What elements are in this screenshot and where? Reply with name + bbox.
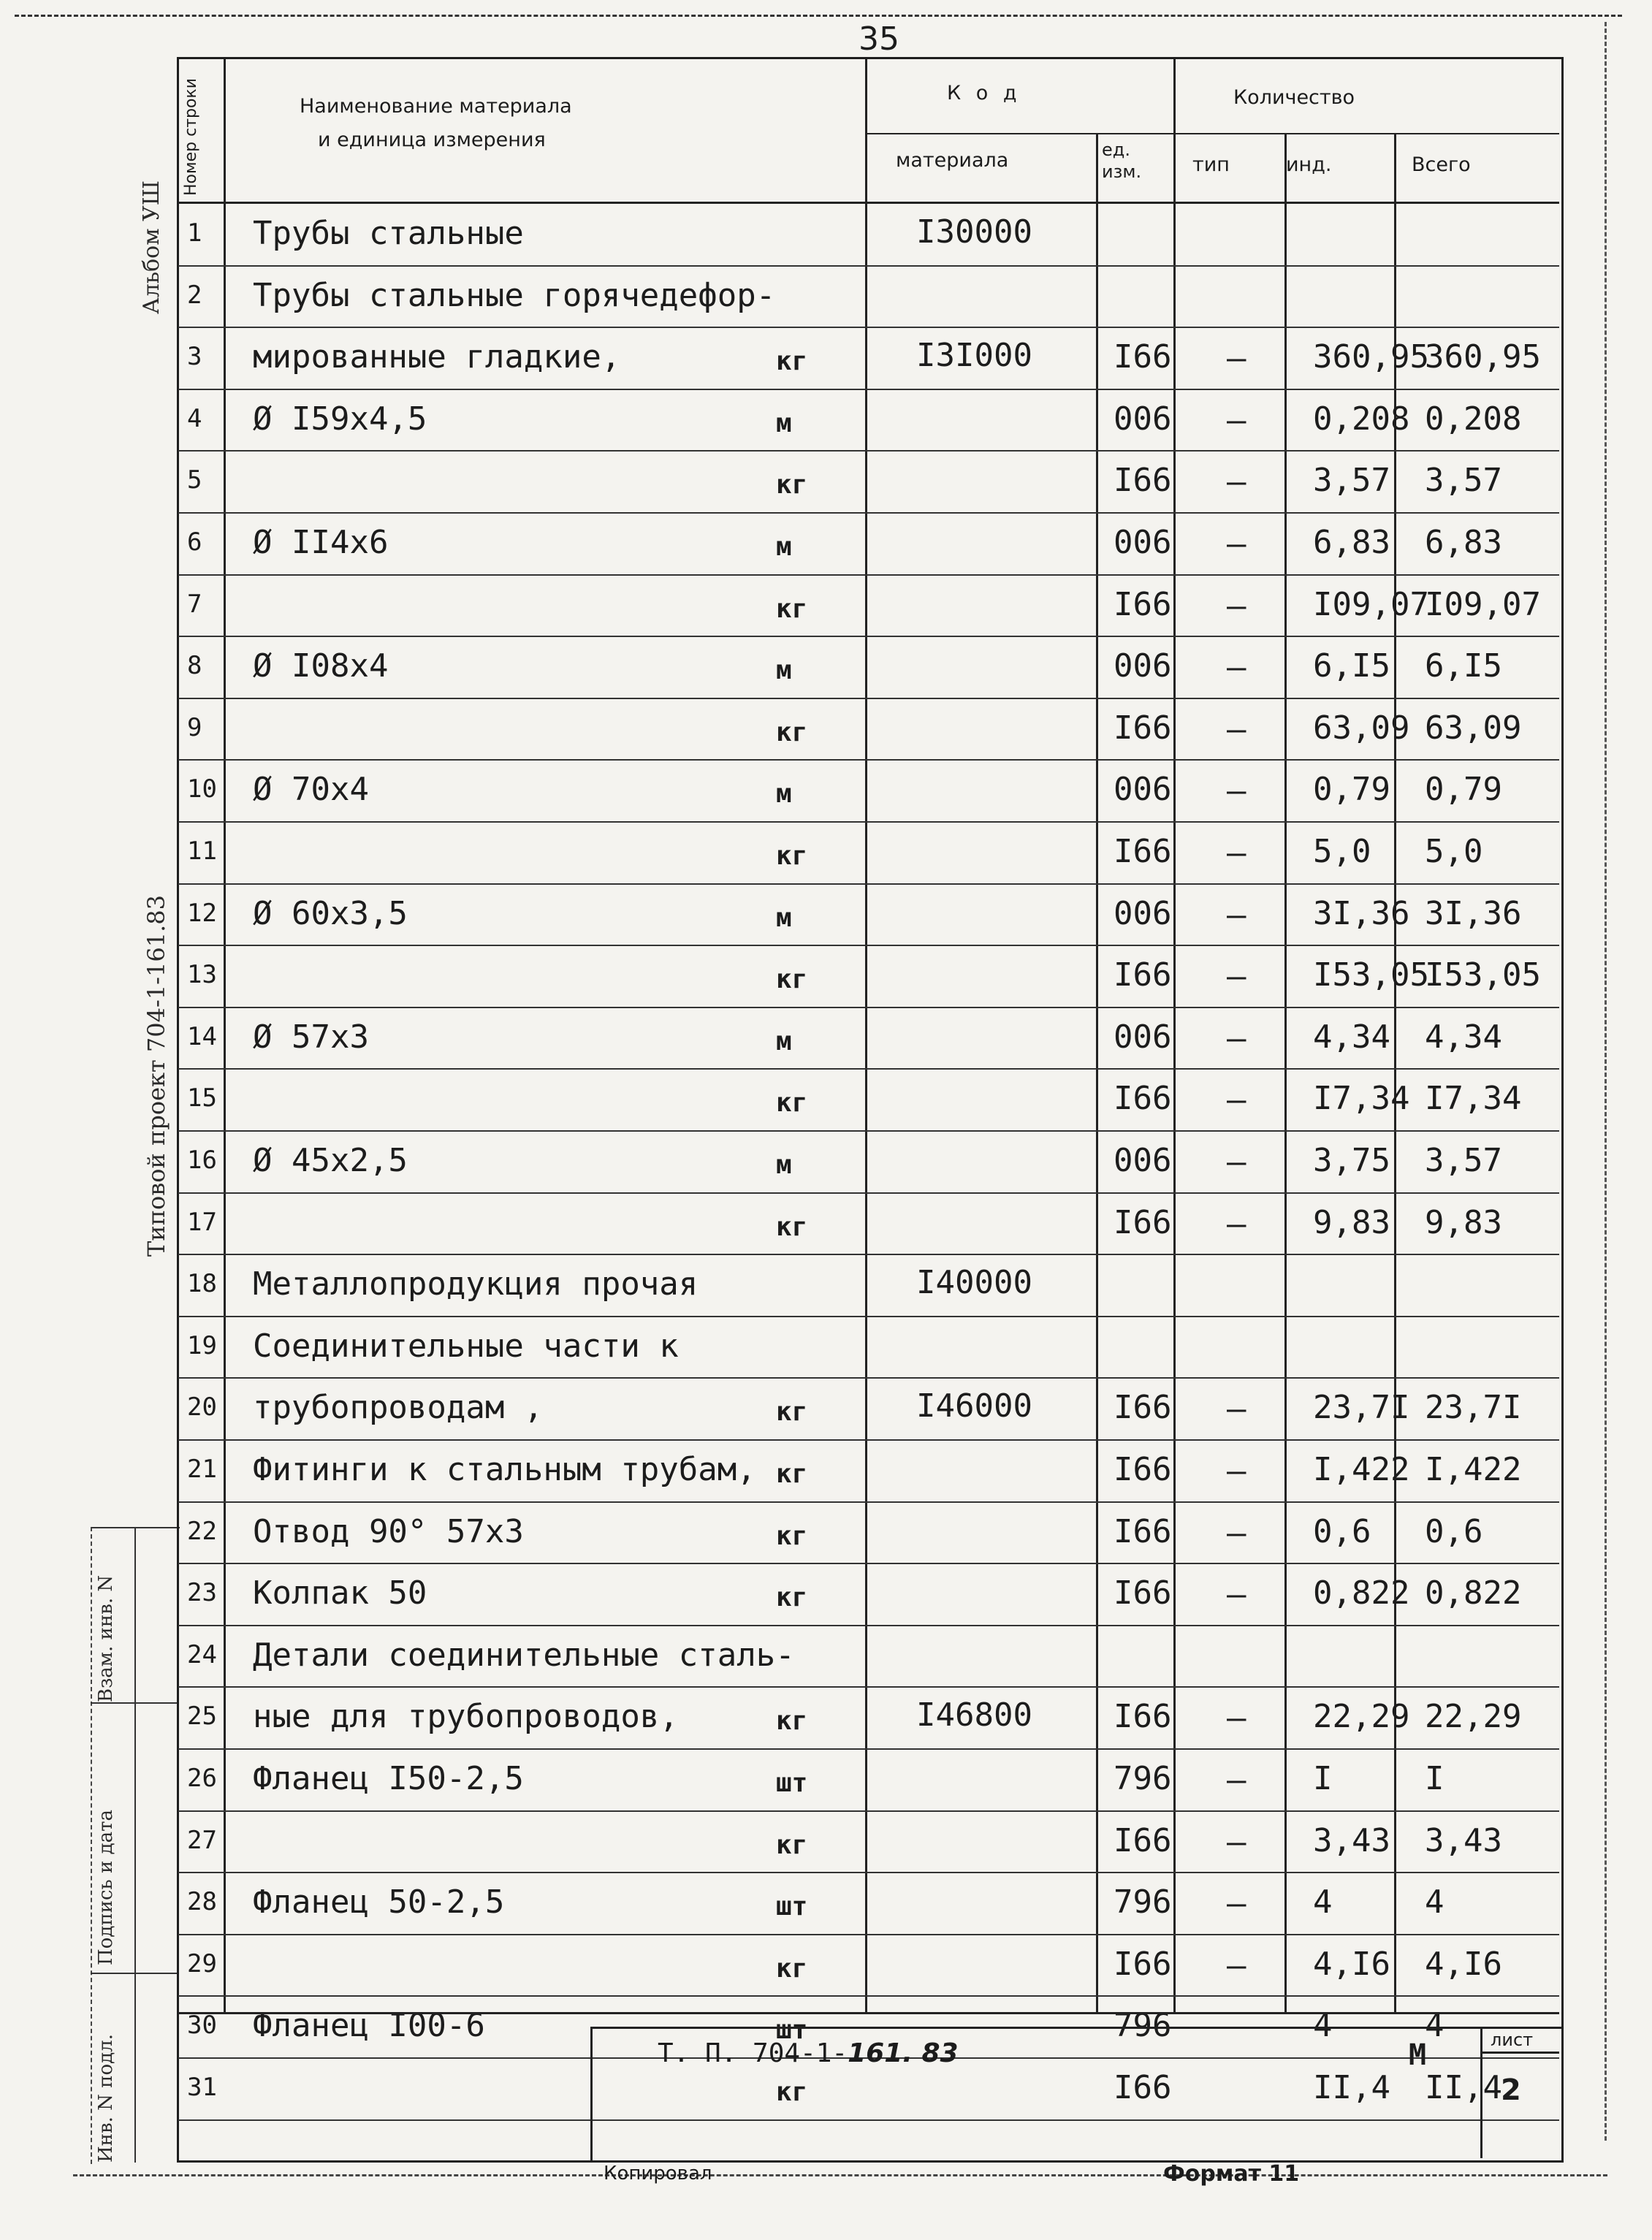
cell-tot: I09,07 [1425, 585, 1541, 623]
cell-unit: м [776, 902, 792, 933]
cell-typ: – [1227, 1946, 1246, 1984]
cell-tot: 4 [1425, 1883, 1444, 1921]
cell-tot: I,422 [1425, 1451, 1522, 1488]
header-name-line1: Наименование материала [300, 95, 572, 118]
cell-tot: 9,83 [1425, 1203, 1502, 1241]
cell-name: Ø I59x4,5 [253, 400, 427, 438]
header-name-line2: и единица измерения [318, 129, 546, 151]
cell-typ: – [1227, 1019, 1246, 1057]
cell-typ: – [1227, 340, 1246, 378]
cell-unit: кг [776, 1397, 808, 1428]
cell-qty: I09,07 [1313, 585, 1429, 623]
table-row [178, 1812, 1559, 1874]
table-row [178, 267, 1559, 329]
cell-no: 7 [187, 589, 202, 619]
side-stamp-divider [134, 1527, 136, 2163]
cell-name: Соединительные части к [253, 1327, 679, 1365]
cell-qty: 23,7I [1313, 1389, 1410, 1427]
cell-no: 31 [187, 2073, 217, 2102]
cell-no: 24 [187, 1639, 217, 1669]
cell-no: 20 [187, 1393, 217, 1422]
cell-ed: I66 [1114, 1945, 1172, 1983]
cell-tot: 0,822 [1425, 1574, 1522, 1612]
cell-name: Ø 60x3,5 [253, 894, 408, 932]
table-row [178, 452, 1559, 514]
cell-no: 13 [187, 960, 217, 990]
cell-no: 16 [187, 1146, 217, 1175]
table-row [178, 1935, 1559, 1997]
stamp-label-sign: Подпись и дата [95, 1810, 117, 1965]
cell-typ: – [1227, 1452, 1246, 1490]
page-number: 35 [859, 20, 899, 58]
cell-qty: 0,79 [1313, 771, 1390, 809]
right-dashed-line [1605, 22, 1607, 2141]
side-stamp-divider [91, 1702, 178, 1704]
cell-no: 5 [187, 465, 202, 495]
cell-no: 4 [187, 403, 202, 433]
cell-typ: – [1227, 1576, 1246, 1614]
stamp-label-replace: Взам. инв. N [95, 1574, 117, 1702]
cell-code: I46000 [916, 1387, 1032, 1425]
cell-name: Ø II4x6 [253, 524, 389, 561]
cell-no: 14 [187, 1021, 217, 1051]
cell-ed: I66 [1114, 338, 1172, 376]
cell-ed: I66 [1114, 1389, 1172, 1427]
cell-qty: I53,05 [1313, 956, 1429, 994]
cell-ed: I66 [1114, 585, 1172, 623]
cell-ed: I66 [1114, 1698, 1172, 1736]
cell-unit: м [776, 408, 792, 438]
cell-unit: кг [776, 1953, 808, 1984]
cell-tot: 63,09 [1425, 709, 1522, 747]
cell-typ: – [1227, 834, 1246, 872]
cell-qty: 6,83 [1313, 524, 1390, 561]
cell-ed: I66 [1114, 2069, 1172, 2106]
cell-unit: шт [776, 2015, 808, 2046]
table-row [178, 390, 1559, 452]
table-row [178, 761, 1559, 823]
cell-name: Фланец 50-2,5 [253, 1883, 505, 1921]
cell-no: 18 [187, 1269, 217, 1299]
cell-qty: 0,6 [1313, 1512, 1371, 1550]
cell-unit: м [776, 1026, 792, 1056]
table-row [178, 328, 1559, 390]
cell-tot: 5,0 [1425, 833, 1483, 870]
cell-tot: 23,7I [1425, 1389, 1522, 1427]
cell-no: 2 [187, 280, 202, 310]
cell-ed: 006 [1114, 647, 1172, 685]
cell-tot: 0,6 [1425, 1512, 1483, 1550]
cell-unit: шт [776, 1892, 808, 1922]
side-project-label: Типовой проект 704-1-161.83 [142, 895, 170, 1257]
cell-ed: 006 [1114, 771, 1172, 809]
cell-unit: шт [776, 1768, 808, 1798]
cell-name: Отвод 90° 57x3 [253, 1512, 524, 1550]
cell-ed: I66 [1114, 1574, 1172, 1612]
cell-code: I3I000 [916, 337, 1032, 375]
header-row-number: Номер строки [182, 77, 200, 196]
cell-ed: 796 [1114, 1883, 1172, 1921]
cell-unit: кг [776, 1211, 808, 1242]
cell-qty: 3,75 [1313, 1142, 1390, 1179]
table-row [178, 1255, 1559, 1317]
cell-name: Ø 45x2,5 [253, 1142, 408, 1179]
cell-name: ные для трубопроводов, [253, 1698, 679, 1736]
cell-qty: 0,822 [1313, 1574, 1410, 1612]
cell-no: 21 [187, 1455, 217, 1484]
table-row [178, 1441, 1559, 1503]
header-qty-ind: инд. [1286, 153, 1332, 176]
cell-unit: кг [776, 1520, 808, 1551]
cell-typ: – [1227, 710, 1246, 748]
cell-ed: I66 [1114, 1203, 1172, 1241]
cell-no: 22 [187, 1516, 217, 1546]
title-block-top-line [178, 2012, 1559, 2014]
footer-format: Формат 11 [1163, 2161, 1300, 2187]
cell-no: 3 [187, 342, 202, 372]
cell-qty: II,4 [1313, 2069, 1390, 2106]
cell-unit: м [776, 779, 792, 809]
header-qty-type: тип [1192, 153, 1230, 176]
cell-tot: 6,83 [1425, 524, 1502, 561]
cell-no: 25 [187, 1702, 217, 1732]
cell-qty: 5,0 [1313, 833, 1371, 870]
table-row [178, 1379, 1559, 1441]
cell-name: Фланец I50-2,5 [253, 1760, 524, 1797]
cell-no: 6 [187, 527, 202, 557]
cell-typ: – [1227, 896, 1246, 934]
cell-no: 23 [187, 1578, 217, 1608]
cell-tot: 3,57 [1425, 1142, 1502, 1179]
cell-no: 8 [187, 651, 202, 681]
header-code-material: материала [896, 149, 1009, 172]
table-row [178, 946, 1559, 1008]
cell-no: 10 [187, 774, 217, 804]
cell-qty: I,422 [1313, 1451, 1410, 1488]
table-row [178, 1503, 1559, 1565]
cell-no: 12 [187, 898, 217, 928]
table-row [178, 823, 1559, 885]
cell-no: 11 [187, 837, 217, 866]
cell-unit: кг [776, 1459, 808, 1489]
side-album-label: Альбом УШ [139, 180, 164, 314]
cell-code: I46800 [916, 1696, 1032, 1734]
cell-typ: – [1227, 1885, 1246, 1923]
cell-unit: кг [776, 346, 808, 377]
table-row [178, 1132, 1559, 1194]
table-row [178, 576, 1559, 638]
cell-name: Детали соединительные сталь- [253, 1636, 795, 1674]
cell-code: I30000 [916, 213, 1032, 251]
cell-no: 9 [187, 712, 202, 742]
cell-ed: 796 [1114, 1760, 1172, 1797]
cell-qty: 3,57 [1313, 462, 1390, 500]
cell-unit: м [776, 655, 792, 686]
cell-ed: 006 [1114, 1142, 1172, 1179]
cell-name: Металлопродукция прочая [253, 1265, 699, 1303]
cell-ed: I66 [1114, 956, 1172, 994]
cell-tot: 6,I5 [1425, 647, 1502, 685]
cell-name: Колпак 50 [253, 1574, 427, 1612]
cell-tot: 3,43 [1425, 1821, 1502, 1859]
cell-ed: I66 [1114, 1080, 1172, 1118]
cell-name: Фитинги к стальным трубам, [253, 1451, 756, 1488]
cell-unit: кг [776, 841, 808, 871]
cell-qty: 4 [1313, 1883, 1333, 1921]
table-row [178, 205, 1559, 267]
cell-name: Ø I08x4 [253, 647, 389, 685]
cell-qty: 9,83 [1313, 1203, 1390, 1241]
cell-tot: I53,05 [1425, 956, 1541, 994]
document-code [658, 2038, 959, 2068]
cell-qty: 63,09 [1313, 709, 1410, 747]
footer-copied: Копировал [604, 2163, 712, 2184]
cell-unit: кг [776, 470, 808, 500]
table-row [178, 1688, 1559, 1750]
table-row [178, 1194, 1559, 1256]
cell-unit: м [776, 532, 792, 562]
cell-name: Трубы стальные [253, 215, 524, 252]
cell-name: Трубы стальные горячедефор- [253, 276, 776, 314]
cell-ed: 006 [1114, 894, 1172, 932]
cell-typ: – [1227, 1699, 1246, 1737]
cell-typ: – [1227, 1143, 1246, 1181]
table-row [178, 1750, 1559, 1812]
cell-unit: кг [776, 593, 808, 624]
cell-typ: – [1227, 587, 1246, 625]
table-row [178, 1626, 1559, 1688]
cell-qty: 3I,36 [1313, 894, 1410, 932]
cell-ed: 796 [1114, 2007, 1172, 2045]
cell-typ: – [1227, 1823, 1246, 1861]
cell-no: 19 [187, 1330, 217, 1360]
cell-tot: 4 [1425, 2007, 1444, 2045]
cell-no: 17 [187, 1207, 217, 1237]
cell-qty: 3,43 [1313, 1821, 1390, 1859]
cell-ed: I66 [1114, 1512, 1172, 1550]
cell-name: Фланец I00-6 [253, 2007, 485, 2045]
cell-typ: – [1227, 1205, 1246, 1243]
cell-unit: кг [776, 1706, 808, 1737]
cell-tot: II,4 [1425, 2069, 1502, 2106]
cell-name: трубопроводам , [253, 1389, 544, 1427]
table-row [178, 637, 1559, 699]
cell-unit: кг [776, 717, 808, 747]
cell-tot: 4,34 [1425, 1018, 1502, 1056]
cell-typ: – [1227, 1761, 1246, 1799]
cell-no: 15 [187, 1083, 217, 1113]
cell-qty: 4,I6 [1313, 1945, 1390, 1983]
cell-unit: кг [776, 964, 808, 995]
table-row [178, 699, 1559, 761]
stamp-label-inventory: Инв. N подл. [95, 2034, 117, 2163]
cell-qty: 4,34 [1313, 1018, 1390, 1056]
table-row [178, 1008, 1559, 1070]
cell-unit: кг [776, 1582, 808, 1613]
cell-name: мированные гладкие, [253, 338, 621, 376]
cell-tot: I7,34 [1425, 1080, 1522, 1118]
cell-typ: – [1227, 1514, 1246, 1552]
cell-tot: 3,57 [1425, 462, 1502, 500]
cell-qty: I [1313, 1760, 1333, 1797]
sheet-number: 2 [1501, 2073, 1521, 2107]
top-dashed-line [15, 15, 1622, 17]
table-row [178, 1317, 1559, 1379]
table-row [178, 1564, 1559, 1626]
cell-ed: I66 [1114, 1821, 1172, 1859]
cell-tot: 0,208 [1425, 400, 1522, 438]
cell-ed: I66 [1114, 1451, 1172, 1488]
cell-qty: 6,I5 [1313, 647, 1390, 685]
cell-tot: 22,29 [1425, 1698, 1522, 1736]
side-stamp-divider [91, 1973, 178, 1974]
document-code-prefix: Т. П. 704-1- [658, 2038, 848, 2068]
cell-tot: 360,95 [1425, 338, 1541, 376]
cell-qty: 360,95 [1313, 338, 1429, 376]
bottom-dashed-line [73, 2174, 1607, 2176]
cell-qty: 0,208 [1313, 400, 1410, 438]
cell-no: 27 [187, 1825, 217, 1855]
cell-typ: – [1227, 958, 1246, 996]
cell-unit: кг [776, 1088, 808, 1119]
table-row [178, 1070, 1559, 1132]
stage-letter: М [1409, 2038, 1427, 2072]
cell-ed: I66 [1114, 462, 1172, 500]
cell-tot: 4,I6 [1425, 1945, 1502, 1983]
cell-ed: I66 [1114, 833, 1172, 870]
cell-tot: 3I,36 [1425, 894, 1522, 932]
cell-ed: I66 [1114, 709, 1172, 747]
document-code-suffix: 161. 83 [848, 2038, 959, 2068]
sheet-label: лист [1491, 2030, 1534, 2050]
cell-typ: – [1227, 772, 1246, 810]
cell-qty: 22,29 [1313, 1698, 1410, 1736]
cell-no: 28 [187, 1887, 217, 1917]
cell-typ: – [1227, 1081, 1246, 1119]
cell-name: Ø 70x4 [253, 771, 369, 809]
cell-ed: 006 [1114, 524, 1172, 561]
cell-unit: м [776, 1150, 792, 1180]
cell-no: 30 [187, 2011, 217, 2041]
cell-no: 26 [187, 1764, 217, 1793]
header-code-unit: ед. изм. [1102, 140, 1142, 182]
header-code-group: К о д [947, 82, 1021, 104]
header-bottom-line [178, 202, 1559, 204]
table-row [178, 1873, 1559, 1935]
cell-typ: – [1227, 1390, 1246, 1428]
cell-typ: – [1227, 649, 1246, 687]
cell-code: I40000 [916, 1264, 1032, 1302]
header-qty-total: Всего [1412, 153, 1471, 176]
cell-unit: кг [776, 1829, 808, 1860]
cell-no: 1 [187, 218, 202, 248]
cell-no: 29 [187, 1948, 217, 1978]
title-block-sheet-line [1480, 2052, 1559, 2054]
cell-typ: – [1227, 525, 1246, 563]
cell-ed: 006 [1114, 1018, 1172, 1056]
cell-tot: 0,79 [1425, 771, 1502, 809]
cell-ed: 006 [1114, 400, 1172, 438]
cell-qty: 4 [1313, 2007, 1333, 2045]
table-row [178, 514, 1559, 576]
table-row [178, 885, 1559, 947]
cell-tot: I [1425, 1760, 1444, 1797]
cell-typ: – [1227, 463, 1246, 501]
cell-qty: I7,34 [1313, 1080, 1410, 1118]
cell-name: Ø 57x3 [253, 1018, 369, 1056]
header-mid-line [867, 133, 1559, 134]
cell-typ: – [1227, 401, 1246, 439]
cell-unit: кг [776, 2077, 808, 2107]
header-quantity-group: Количество [1233, 86, 1355, 109]
